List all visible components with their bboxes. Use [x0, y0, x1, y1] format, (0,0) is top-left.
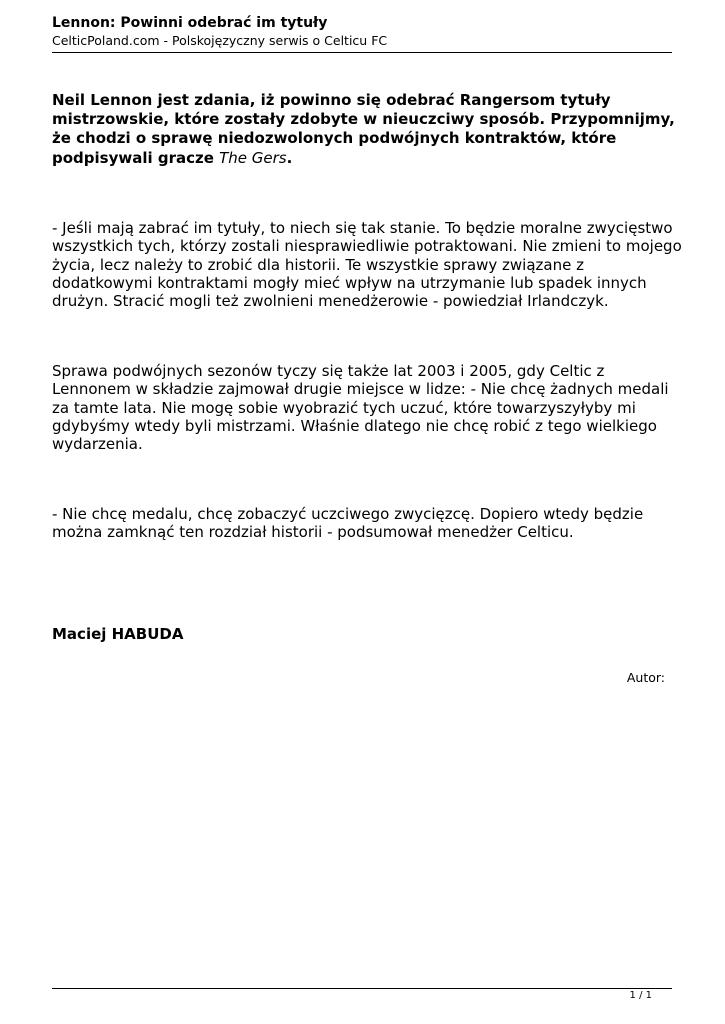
document-title: Lennon: Powinni odebrać im tytuły [52, 15, 328, 31]
author-label: Autor: [626, 670, 665, 685]
footer-divider [52, 988, 672, 989]
article-paragraph-1: - Jeśli mają zabrać im tytuły, to niech się tak stanie. To będzie moralne zwycięstwo wszystkich tych, którzy zostali niesprawiedliwie potraktowani. Nie zmieni to mojego życia, lecz należy to zrobić dla historii. Te wszystkie sprawy związane z dodatkowymi kontraktami mogły mieć wpływ na utrzymanie lub spadek innych drużyn. Stracić mogli też zwolnieni menedżerowie - powiedział Irlandczyk. [52, 218, 682, 311]
header-divider [52, 52, 672, 53]
article-paragraph-2: Sprawa podwójnych sezonów tyczy się także lat 2003 i 2005, gdy Celtic z Lennonem w składzie zajmował drugie miejsce w lidze: - Nie chcę żadnych medali za tamte lata. Nie mogę sobie wyobrazić tych uczuć, które towarzyszyłyby mi gdybyśmy wtedy byli mistrzami. Właśnie dlatego nie chcę robić z tego wielkiego wydarzenia. [52, 361, 669, 454]
article-paragraph-3: - Nie chcę medalu, chcę zobaczyć uczciwego zwycięzcę. Dopiero wtedy będzie można zamknąć ten rozdział historii - podsumował menedżer Celticu. [52, 504, 644, 542]
site-subtitle: CelticPoland.com - Polskojęzyczny serwis o Celticu FC [52, 33, 388, 48]
lead-italic-team-name: The Gers [219, 148, 287, 167]
lead-text: Neil Lennon jest zdania, iż powinno się odebrać Rangersom tytuły mistrzowskie, które zostały zdobyte w nieuczciwy sposób. Przypomnijmy, że chodzi o sprawę niedozwolonych podwójnych kontraktów, które podpisywali gracze [52, 91, 675, 167]
document-header [52, 14, 672, 49]
lead-end: . [286, 148, 293, 167]
article-lead [52, 91, 682, 168]
author-name: Maciej HABUDA [52, 624, 184, 643]
page-number: 1 / 1 [629, 990, 652, 1001]
article-body [52, 91, 682, 644]
